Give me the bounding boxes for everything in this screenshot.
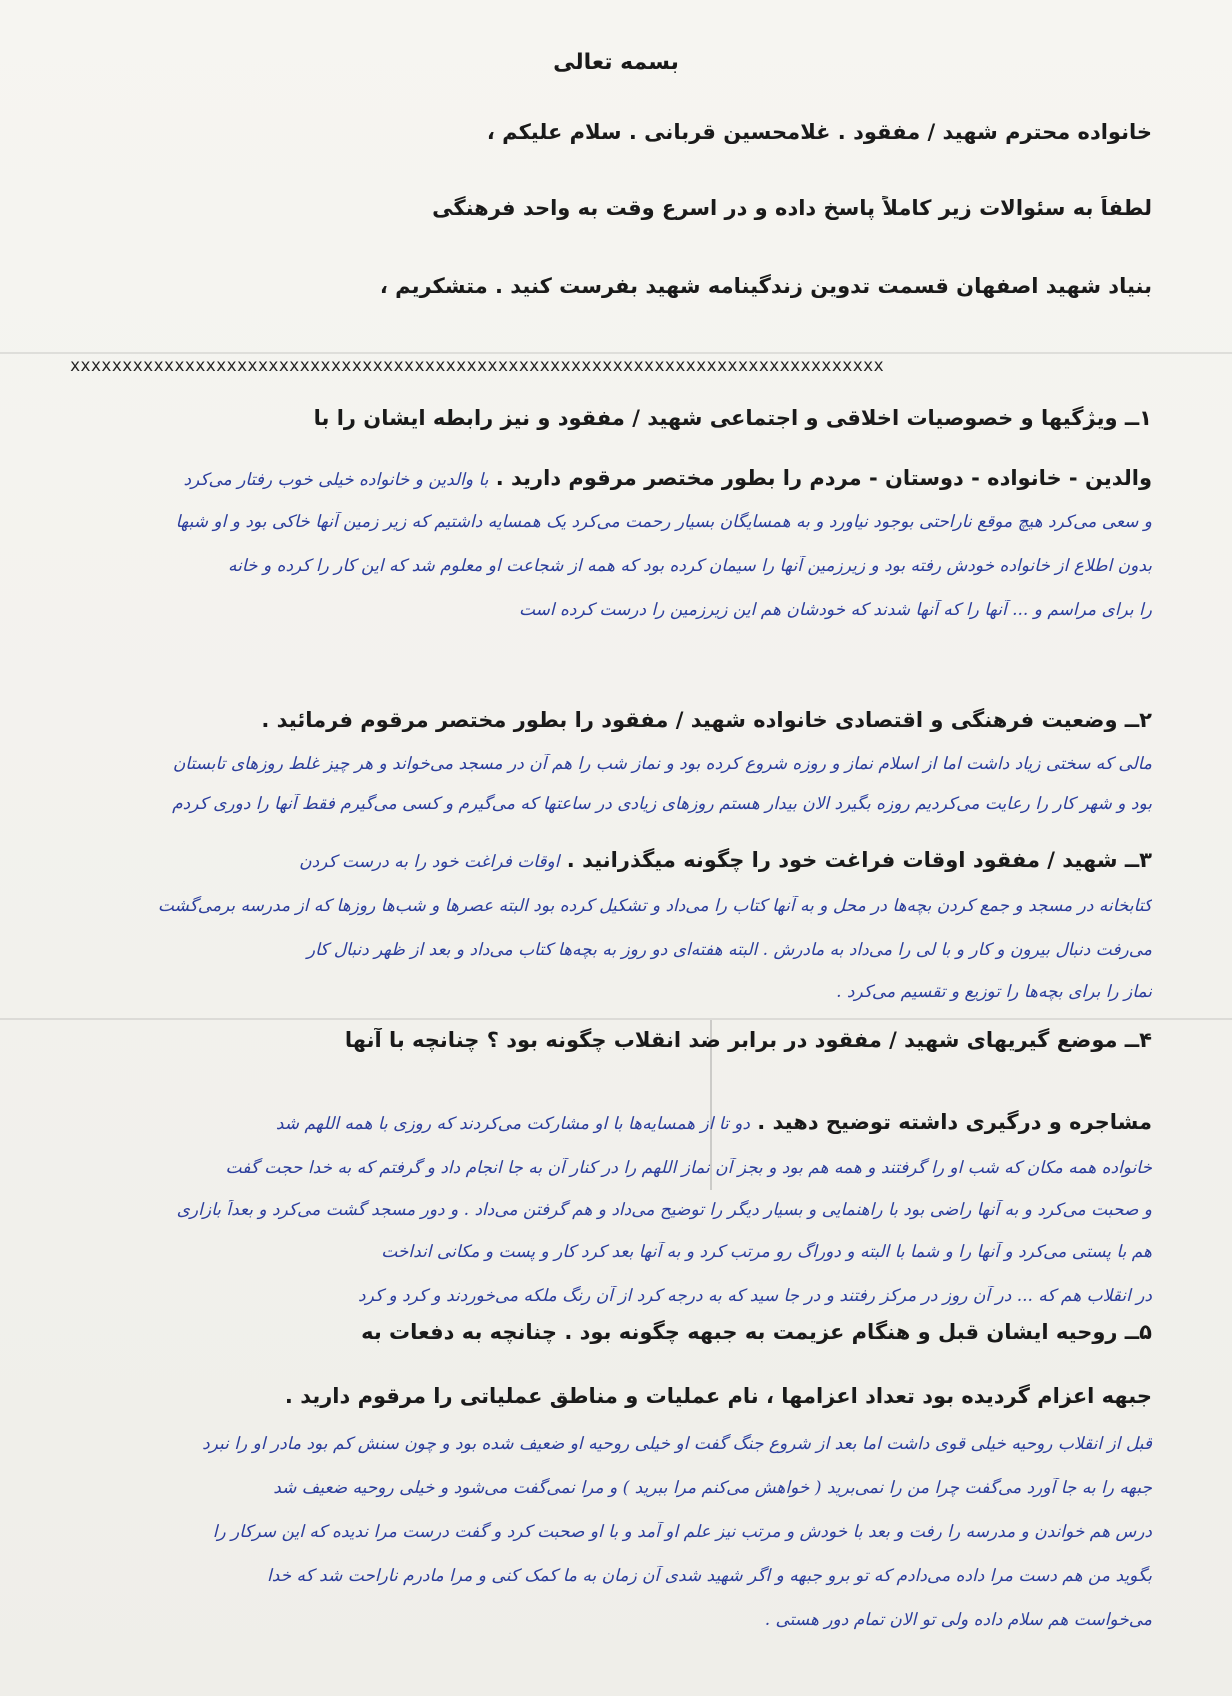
question-1-line-2 xyxy=(40,466,1152,490)
answer-3-line-2: می‌رفت دنبال بیرون و کار و با لی را می‌داد به مادرش . البته هفته‌ای دو روز به بچه‌ها کتاب می‌داد و بعد از ظهر دنبال کار xyxy=(306,940,1152,960)
answer-5-line-2: جبهه را به جا آورد می‌گفت چرا من را نمی‌برید ( خواهش می‌کنم مرا ببرید ) و مرا نمی‌گفت می‌شود و خیلی روحیه ضعیف شد xyxy=(273,1478,1152,1498)
intro-line-2: لطفاً به سئوالات زیر کاملاً پاسخ داده و در اسرع وقت به واحد فرهنگی xyxy=(432,196,1152,220)
question-3-line-1 xyxy=(40,848,1152,872)
answer-1-line-1: و سعی می‌کرد هیچ موقع ناراحتی بوجود نیاورد و به همسایگان بسیار رحمت می‌کرد یک همسایه داشتیم که زیر زمین آنها خاکی بود و او شبها xyxy=(175,512,1152,532)
answer-1-line-3: را برای مراسم و ... آنها را که آنها شدند که خودشان هم این زیرزمین را درست کرده است xyxy=(518,600,1152,620)
fold-line xyxy=(0,1018,1232,1020)
answer-4-inline: دو تا از همسایه‌ها با او مشارکت می‌کردند که روزی با همه اللهم شد xyxy=(275,1114,750,1134)
answer-2-line-1: مالی که سختی زیاد داشت اما از اسلام نماز و روزه شروع کرده بود و نماز شب را هم آن در مسجد می‌خواند و هر چیز غلط روزهای تابستان xyxy=(172,754,1152,774)
question-3-text: ۳ــ شهید / مفقود اوقات فراغت خود را چگونه میگذرانید . xyxy=(566,848,1152,872)
fold-line xyxy=(0,352,1232,354)
answer-5-line-4: بگوید من هم دست مرا داده می‌دادم که تو برو جبهه و اگر شهید شدی آن زمان به ما کمک کنی و مرا مادرم ناراحت شد که خدا xyxy=(266,1566,1152,1586)
answer-5-line-5: می‌خواست هم سلام داده ولی تو الان تمام دور هستی . xyxy=(764,1610,1152,1630)
question-4-line-2 xyxy=(40,1110,1152,1134)
answer-4-line-4: در انقلاب هم که ... در آن روز در مرکز رفتند و در جا سید که به درجه کرد از آن رنگ ملکه می‌خوردند و کرد و کرد xyxy=(358,1286,1152,1306)
answer-4-line-2: و صحبت می‌کرد و به آنها راضی بود با راهنمایی و بسیار دیگر را توضیح می‌داد و هم گرفتن می‌داد . و دور مسجد گشت می‌کرد و بعداً بازاری xyxy=(176,1200,1152,1220)
separator-line: xxxxxxxxxxxxxxxxxxxxxxxxxxxxxxxxxxxxxxxxxxxxxxxxxxxxxxxxxxxxxxxxxxxxxxxxxxxxxx xyxy=(70,356,884,376)
answer-3-line-3: نماز را برای بچه‌ها را توزیع و تقسیم می‌کرد . xyxy=(836,982,1152,1002)
question-5-line-1: ۵ــ روحیه ایشان قبل و هنگام عزیمت به جبهه چگونه بود . چنانچه به دفعات به xyxy=(361,1320,1152,1344)
answer-5-line-3: درس هم خواندن و مدرسه را رفت و بعد با خودش و مرتب نیز علم او آمد و با او صحبت کرد و گفت درست مرا ندیده که این سرکار را xyxy=(212,1522,1152,1542)
intro-line-1: خانواده محترم شهید / مفقود . غلامحسین قربانی . سلام علیکم ، xyxy=(486,120,1152,144)
answer-2-line-2: بود و شهر کار را رعایت می‌کردیم روزه بگیرد الان بیدار هستم روزهای زیادی در ساعتها که می‌گیرم و کسی می‌گیرم فقط آنها را دوری کردم xyxy=(172,794,1152,814)
form-title: بسمه تعالی xyxy=(553,50,679,75)
answer-4-line-3: هم با پستی می‌کرد و آنها را و شما با البته و دوراگ رو مرتب کرد و به آنها بعد کرد کار و پست و مکانی انداخت xyxy=(381,1242,1152,1262)
question-2-line-1: ۲ــ وضعیت فرهنگی و اقتصادی خانواده شهید / مفقود را بطور مختصر مرقوم فرمائید . xyxy=(261,708,1152,732)
answer-3-line-1: کتابخانه در مسجد و جمع کردن بچه‌ها در محل و به آنها کتاب را می‌داد و تشکیل کرده بود البته عصرها و شب‌ها روزها که از مدرسه برمی‌گشت xyxy=(157,896,1152,916)
question-1-line-1: ۱ــ ویژگیها و خصوصیات اخلاقی و اجتماعی شهید / مفقود و نیز رابطه ایشان را با xyxy=(313,406,1152,430)
answer-1-line-2: بدون اطلاع از خانواده خودش رفته بود و زیرزمین آنها را سیمان کرده بود که همه از شجاعت او معلوم شد که این کار را کرده و خانه xyxy=(228,556,1152,576)
question-4-text: مشاجره و درگیری داشته توضیح دهید . xyxy=(757,1110,1152,1134)
question-1-text: والدین - خانواده - دوستان - مردم را بطور مختصر مرقوم دارید . xyxy=(495,466,1152,490)
answer-5-line-1: قبل از انقلاب روحیه خیلی قوی داشت اما بعد از شروع جنگ گفت او خیلی روحیه او ضعیف شده بود و چون سنش کم بود مادر او را نبرد xyxy=(202,1434,1152,1454)
answer-3-inline: اوقات فراغت خود را به درست کردن xyxy=(299,852,560,872)
answer-1-inline: با والدین و خانواده خیلی خوب رفتار می‌کرد xyxy=(183,470,489,490)
answer-4-line-1: خانواده همه مکان که شب او را گرفتند و همه هم بود و بجز آن نماز اللهم را در کنار آن به جا انجام داد و گرفتم که به خدا حجت گفت xyxy=(225,1158,1152,1178)
intro-line-3: بنیاد شهید اصفهان قسمت تدوین زندگینامه شهید بفرست کنید . متشکریم ، xyxy=(379,274,1152,298)
question-5-line-2: جبهه اعزام گردیده بود تعداد اعزامها ، نام عملیات و مناطق عملیاتی را مرقوم دارید . xyxy=(284,1384,1152,1408)
question-4-line-1: ۴ــ موضع گیریهای شهید / مفقود در برابر ضد انقلاب چگونه بود ؟ چنانچه با آنها xyxy=(344,1028,1152,1052)
